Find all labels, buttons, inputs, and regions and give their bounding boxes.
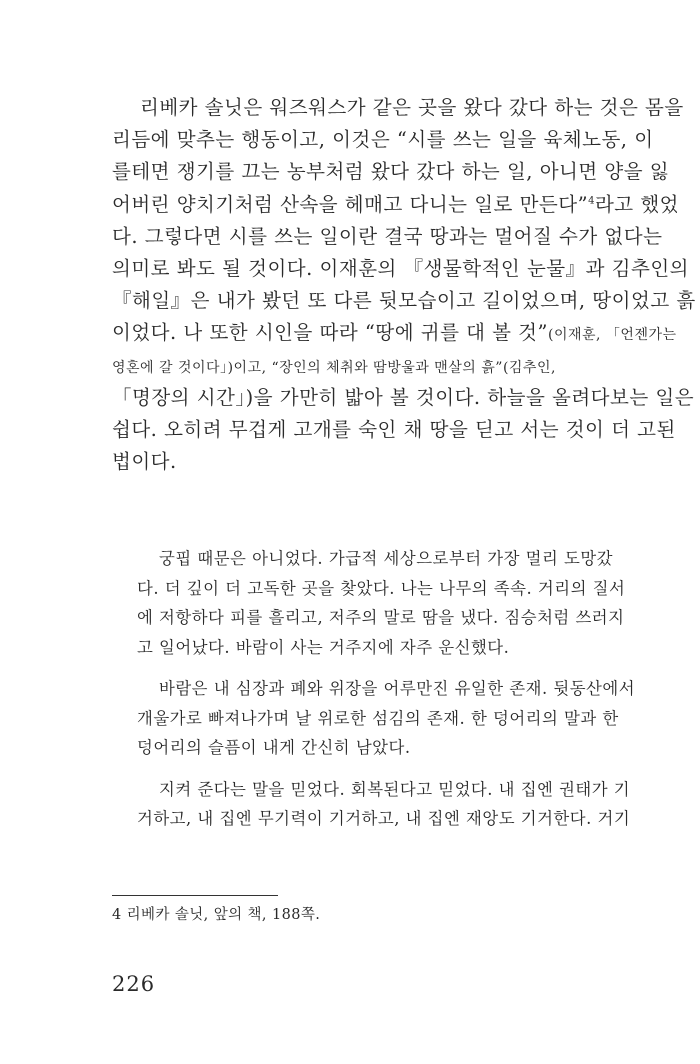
citation: (김추인,: [502, 359, 556, 376]
text-line: [112, 189, 679, 221]
main-paragraph: [112, 92, 696, 478]
footnote-reference: 4: [588, 195, 595, 207]
text-line: [112, 350, 640, 382]
text-line: 다. 그렇다면 시를 쓰는 일이란 결국 땅과는 멀어질 수가 없다는: [112, 224, 663, 248]
text-segment: 라고 했었: [594, 192, 679, 216]
text-segment: 이었다. 나 또한 시인을 따라 “땅에 귀를 대 볼 것”: [112, 321, 548, 345]
quote-line: 덩어리의 슬픔이 내게 간신히 남았다.: [137, 738, 411, 757]
text-line: 법이다.: [112, 450, 177, 474]
text-line: 「명장의 시간」)을 가만히 밟아 볼 것이다. 하늘을 올려다보는 일은: [112, 385, 695, 409]
footnote: 4 리베카 솔닛, 앞의 책, 188쪽.: [112, 907, 321, 923]
footnote-divider: [112, 895, 278, 896]
quote-line: 개울가로 빠져나가며 날 위로한 섬김의 존재. 한 덩어리의 말과 한: [137, 708, 619, 728]
quote-block: [137, 544, 636, 834]
quote-line: 궁핍 때문은 아니었다. 가급적 세상으로부터 가장 멀리 도망갔: [159, 549, 614, 568]
citation-title: 영혼에 갈 것이다」)이고, “장인의 체취와 땀방울과 맨살의 흙”: [112, 359, 503, 376]
quote-line: 에 저항하다 피를 흘리고, 저주의 말로 땀을 냈다. 짐승처럼 쓰러지: [137, 608, 625, 627]
text-line: 리베카 솔닛은 워즈워스가 같은 곳을 왔다 갔다 하는 것은 몸을: [140, 96, 684, 119]
quote-line: 바람은 내 심장과 폐와 위장을 어루만진 유일한 존재. 뒷동산에서: [159, 679, 636, 698]
quote-line: 다. 더 깊이 더 고독한 곳을 찾았다. 나는 나무의 족속. 거리의 질서: [137, 578, 626, 598]
page-number: 226: [112, 972, 156, 996]
text-line: 리듬에 맞추는 행동이고, 이것은 “시를 쓰는 일을 육체노동, 이: [112, 128, 654, 152]
text-line: 를테면 쟁기를 끄는 농부처럼 왔다 갔다 하는 일, 아니면 양을 잃: [112, 160, 670, 184]
text-line: 쉽다. 오히려 무겁게 고개를 숙인 채 땅을 딛고 서는 것이 더 고된: [112, 417, 676, 441]
text-line: 의미로 봐도 될 것이다. 이재훈의 『생물학적인 눈물』과 김추인의: [112, 256, 690, 280]
quote-line: 고 일어났다. 바람이 사는 거주지에 자주 운신했다.: [137, 637, 510, 657]
text-segment: 어버린 양치기처럼 산속을 헤매고 다니는 일로 만든다”: [112, 192, 589, 216]
text-line: [112, 317, 677, 349]
quote-line: 거하고, 내 집엔 무기력이 기거하고, 내 집엔 재앙도 기거한다. 거기: [137, 809, 631, 828]
quote-line: 지켜 준다는 말을 믿었다. 회복된다고 믿었다. 내 집엔 권태가 기: [159, 779, 631, 799]
text-line: 『해일』은 내가 봤던 또 다른 뒷모습이고 길이었으며, 땅이었고 흙: [112, 289, 696, 313]
citation: (이재훈, 「언젠가는: [548, 327, 677, 344]
